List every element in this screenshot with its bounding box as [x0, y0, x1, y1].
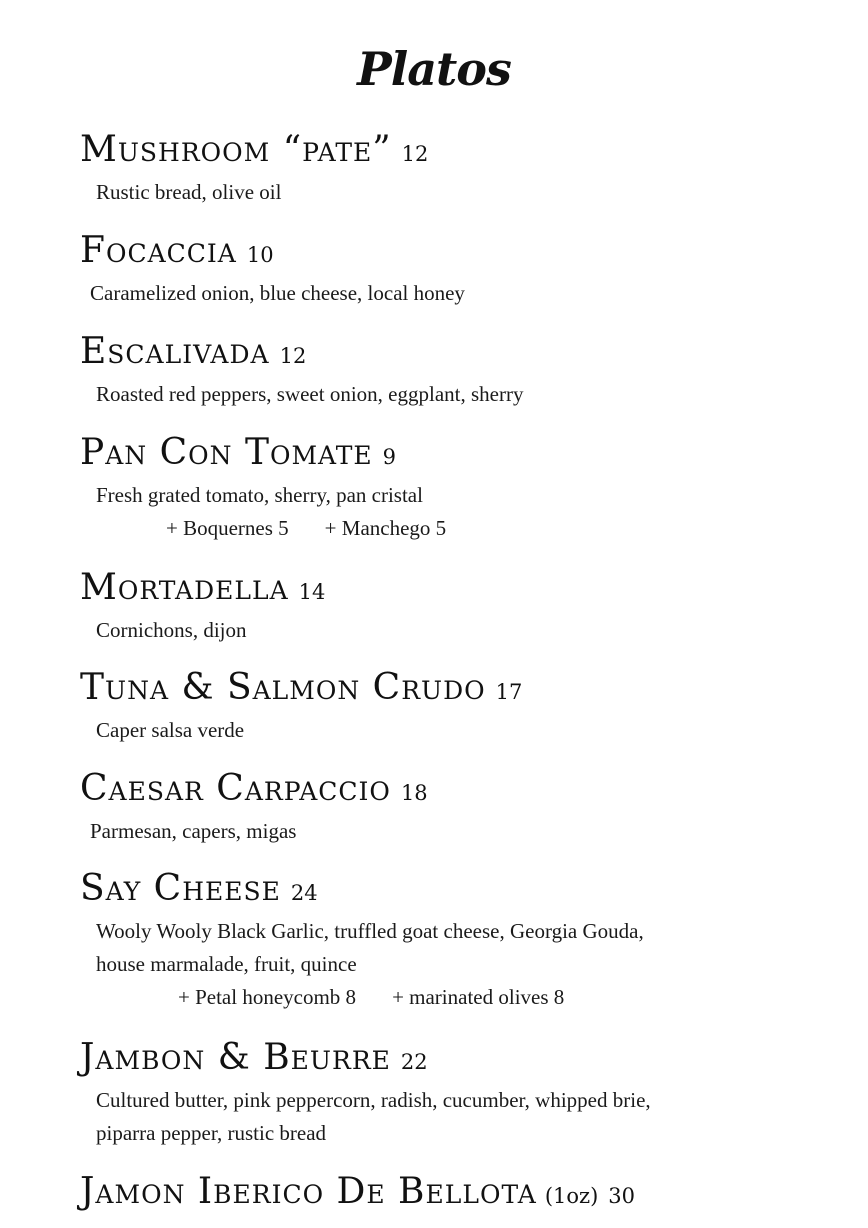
menu-item — [80, 130, 828, 209]
addon: + Boquernes 5 — [166, 516, 289, 540]
item-description: house marmalade, fruit, quince — [96, 952, 357, 976]
item-name — [80, 332, 828, 376]
menu-item — [80, 568, 828, 647]
addon: + Manchego 5 — [324, 516, 447, 540]
item-name — [80, 668, 828, 712]
item-price: 17 — [495, 680, 523, 704]
item-title: Caesar Carpaccio — [80, 768, 391, 809]
item-name — [80, 769, 828, 813]
item-description: Roasted red peppers, sweet onion, eggplant, sherry — [96, 382, 524, 406]
menu-item — [80, 769, 828, 848]
menu-item — [80, 1038, 828, 1150]
item-description: Caramelized onion, blue cheese, local honey — [90, 281, 465, 305]
item-description: piparra pepper, rustic bread — [96, 1121, 327, 1145]
page-title: Platos — [357, 42, 511, 96]
item-description: Cultured butter, pink peppercorn, radish, cucumber, whipped brie, — [96, 1088, 651, 1112]
item-description: Wooly Wooly Black Garlic, truffled goat cheese, Georgia Gouda, — [96, 919, 644, 943]
item-title: Escalivada — [80, 331, 270, 372]
addon: + Petal honeycomb 8 — [178, 985, 357, 1009]
item-price: 14 — [298, 580, 326, 604]
item-unit: (1oz) — [544, 1184, 599, 1208]
menu-item — [80, 433, 828, 545]
menu-item — [80, 1172, 828, 1216]
item-title: Say Cheese — [80, 868, 281, 909]
item-description: Rustic bread, olive oil — [96, 180, 282, 204]
item-name — [80, 130, 828, 174]
item-addons — [80, 981, 828, 1014]
item-title: Focaccia — [80, 230, 237, 271]
item-name — [80, 568, 828, 612]
item-title: Tuna & Salmon Crudo — [80, 667, 486, 708]
menu-item — [80, 668, 828, 747]
item-description: Cornichons, dijon — [96, 618, 247, 642]
item-price: 30 — [608, 1184, 636, 1208]
menu-item — [80, 231, 828, 310]
item-name — [80, 433, 828, 477]
item-description: Fresh grated tomato, sherry, pan cristal — [96, 483, 423, 507]
item-title: Jamon Iberico De Bellota — [80, 1171, 537, 1212]
item-addons — [80, 512, 828, 545]
menu-item — [80, 869, 828, 1014]
item-description: Caper salsa verde — [96, 718, 245, 742]
item-title: Jambon & Beurre — [80, 1037, 391, 1078]
item-price: 9 — [382, 445, 397, 469]
menu-item — [80, 332, 828, 411]
item-price: 22 — [400, 1050, 428, 1074]
item-name — [80, 869, 828, 913]
item-price: 12 — [401, 142, 429, 166]
item-description: Parmesan, capers, migas — [90, 819, 297, 843]
item-title: Mushroom “pate” — [80, 129, 392, 170]
item-title: Pan Con Tomate — [80, 432, 373, 473]
item-name — [80, 1038, 828, 1082]
item-price: 24 — [290, 881, 318, 905]
item-name — [80, 231, 828, 275]
item-price: 18 — [400, 781, 428, 805]
item-price: 10 — [246, 243, 274, 267]
addon: + marinated olives 8 — [392, 985, 565, 1009]
item-price: 12 — [279, 344, 307, 368]
item-name — [80, 1172, 828, 1216]
item-title: Mortadella — [80, 567, 289, 608]
